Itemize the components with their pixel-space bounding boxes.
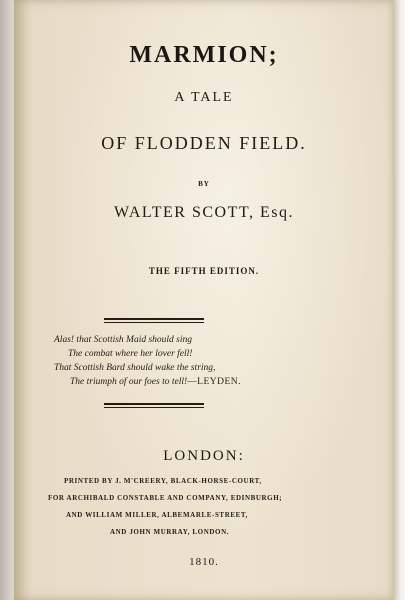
double-rule-bottom bbox=[104, 403, 204, 408]
imprint-line: AND JOHN MURRAY, LONDON. bbox=[110, 528, 230, 536]
by-line: BY bbox=[198, 180, 210, 188]
edition-statement: THE FIFTH EDITION. bbox=[148, 266, 260, 276]
imprint-line: AND WILLIAM MILLER, ALBEMARLE-STREET, bbox=[66, 511, 248, 519]
epigraph-line: The combat where her lover fell! bbox=[68, 349, 193, 359]
subtitle-line-2: OF FLODDEN FIELD. bbox=[101, 133, 307, 153]
title-page bbox=[14, 0, 394, 600]
epigraph-line: That Scottish Bard should wake the string, bbox=[54, 363, 216, 373]
imprint-line: PRINTED BY J. M'CREERY, BLACK-HORSE-COURT, bbox=[64, 477, 262, 485]
imprint-line: FOR ARCHIBALD CONSTABLE AND COMPANY, EDINBURGH; bbox=[48, 494, 283, 502]
publication-place: LONDON: bbox=[163, 448, 245, 464]
background-edge bbox=[393, 0, 405, 600]
publication-year: 1810. bbox=[189, 556, 219, 568]
subtitle-line-1: A TALE bbox=[174, 90, 234, 105]
epigraph-line-last bbox=[70, 377, 241, 387]
double-rule-top bbox=[104, 318, 204, 323]
epigraph-line-text: The triumph of our foes to tell! bbox=[70, 377, 188, 387]
author-name: WALTER SCOTT, Esq. bbox=[114, 204, 294, 221]
book-title: MARMION; bbox=[129, 42, 279, 68]
epigraph-attribution: —LEYDEN. bbox=[187, 377, 242, 387]
epigraph-line: Alas! that Scottish Maid should sing bbox=[54, 335, 193, 345]
